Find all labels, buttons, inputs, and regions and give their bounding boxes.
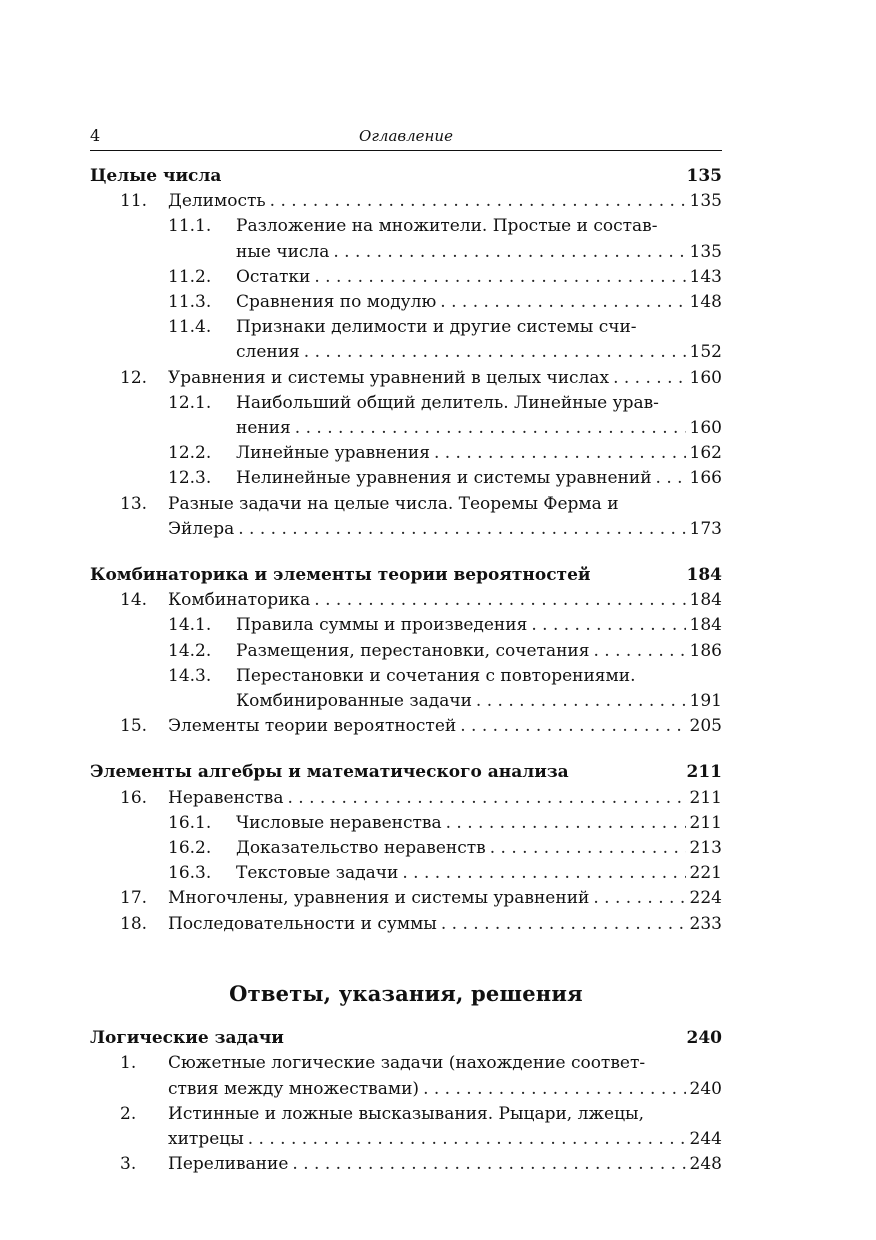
entry-number: 3. (120, 1154, 137, 1175)
entry-title: Элементы теории вероятностей (168, 716, 457, 737)
toc-chapter-entry (90, 189, 722, 214)
toc-subsection-entry (90, 441, 722, 466)
leader-dots (314, 265, 685, 290)
entry-page-number: 173 (689, 518, 722, 539)
entry-title: Последовательности и суммы (168, 913, 437, 934)
toc-subsection-entry (90, 214, 722, 239)
entry-title: Неравенства (168, 787, 284, 808)
toc-subsection-entry (90, 391, 722, 416)
running-header (90, 124, 722, 151)
toc-entry-continuation (90, 1127, 722, 1152)
entry-page-number: 166 (689, 468, 722, 489)
entry-page-number: 160 (689, 418, 722, 439)
toc-subsection-entry (90, 811, 722, 836)
toc-section-heading (90, 563, 722, 588)
toc-entry-continuation (90, 340, 722, 365)
entry-page-number: 248 (689, 1154, 722, 1175)
toc-subsection-entry (90, 664, 722, 689)
entry-number: 11.3. (168, 292, 212, 313)
entry-title: Многочлены, уравнения и системы уравнений (168, 888, 590, 909)
toc-subsection-entry (90, 613, 722, 638)
toc-subsection-entry (90, 639, 722, 664)
leader-dots (314, 588, 685, 613)
toc-chapter-entry (90, 786, 722, 811)
entry-page-number: 211 (689, 787, 722, 808)
leader-dots (490, 836, 686, 861)
leader-dots (423, 1077, 685, 1102)
entry-number: 17. (120, 888, 148, 909)
entry-title: Числовые неравенства (236, 812, 442, 833)
entry-title: Уравнения и системы уравнений в целых числах (168, 367, 610, 388)
leader-dots (460, 714, 685, 739)
entry-title: Разные задачи на целые числа. Теоремы Ферма и (168, 493, 619, 514)
entry-number: 2. (120, 1103, 137, 1124)
toc-subsection-entry (90, 265, 722, 290)
entry-page-number: 240 (689, 1078, 722, 1099)
leader-dots (593, 639, 685, 664)
section-title: Логические задачи (90, 1028, 284, 1049)
leader-dots (613, 366, 685, 391)
entry-page-number: 184 (689, 615, 722, 636)
toc-chapter-entry (90, 492, 722, 517)
entry-title-continuation: хитрецы (168, 1128, 244, 1149)
toc-chapter-entry (90, 1152, 722, 1177)
leader-dots (292, 1152, 685, 1177)
toc-chapter-entry (90, 588, 722, 613)
entry-page-number: 233 (689, 913, 722, 934)
entry-title: Истинные и ложные высказывания. Рыцари, лжецы, (168, 1103, 644, 1124)
entry-title: Текстовые задачи (236, 863, 399, 884)
section-page-number: 135 (686, 166, 722, 186)
entry-page-number: 135 (689, 191, 722, 212)
entry-page-number: 135 (689, 241, 722, 262)
leader-dots (441, 912, 686, 937)
leader-dots (531, 613, 685, 638)
entry-title-continuation: ствия между множествами) (168, 1078, 420, 1099)
leader-dots (402, 861, 685, 886)
entry-title: Нелинейные уравнения и системы уравнений (236, 468, 652, 489)
toc-subsection-entry (90, 315, 722, 340)
leader-dots (288, 786, 686, 811)
entry-title: Сюжетные логические задачи (нахождение соответ- (168, 1053, 646, 1074)
leader-dots (238, 517, 685, 542)
entry-number: 12.1. (168, 392, 212, 413)
entry-title-continuation: нения (236, 418, 291, 439)
toc-section-heading (90, 164, 722, 189)
entry-title: Комбинаторика (168, 590, 311, 611)
toc-entry-continuation (90, 689, 722, 714)
entry-number: 12.3. (168, 468, 212, 489)
entry-title: Остатки (236, 266, 311, 287)
leader-dots (440, 290, 685, 315)
entry-number: 11.1. (168, 216, 212, 237)
entry-page-number: 184 (689, 590, 722, 611)
part-title: Ответы, указания, решения (229, 980, 583, 1006)
section-title: Элементы алгебры и математического анализа (90, 762, 569, 783)
leader-dots (295, 416, 686, 441)
entry-number: 15. (120, 716, 148, 737)
toc-subsection-entry (90, 836, 722, 861)
toc-subsection-entry (90, 466, 722, 491)
toc-subsection-entry (90, 861, 722, 886)
entry-page-number: 205 (689, 716, 722, 737)
table-of-contents (90, 164, 722, 1177)
leader-dots (446, 811, 686, 836)
entry-number: 16. (120, 787, 148, 808)
entry-title: Переливание (168, 1154, 289, 1175)
page-number: 4 (90, 126, 101, 145)
entry-page-number: 152 (689, 342, 722, 363)
toc-entry-continuation (90, 1077, 722, 1102)
leader-dots (248, 1127, 686, 1152)
leader-dots (333, 240, 685, 265)
leader-dots (304, 340, 686, 365)
entry-number: 1. (120, 1053, 137, 1074)
leader-dots (656, 466, 686, 491)
entry-number: 11. (120, 191, 148, 212)
leader-dots (476, 689, 686, 714)
entry-number: 11.2. (168, 266, 212, 287)
entry-title: Размещения, перестановки, сочетания (236, 640, 590, 661)
toc-chapter-entry (90, 886, 722, 911)
entry-title: Правила суммы и произведения (236, 615, 528, 636)
entry-number: 12. (120, 367, 148, 388)
leader-dots (270, 189, 686, 214)
entry-title: Наибольший общий делитель. Линейные урав- (236, 392, 659, 413)
toc-chapter-entry (90, 912, 722, 937)
entry-page-number: 224 (689, 888, 722, 909)
entry-number: 14.1. (168, 615, 212, 636)
toc-chapter-entry (90, 1051, 722, 1076)
entry-title: Линейные уравнения (236, 443, 430, 464)
entry-title: Доказательство неравенств (236, 838, 486, 859)
entry-page-number: 186 (689, 640, 722, 661)
section-spacer (90, 542, 722, 563)
entry-number: 11.4. (168, 317, 212, 338)
toc-chapter-entry (90, 714, 722, 739)
entry-number: 14. (120, 590, 148, 611)
entry-number: 14.3. (168, 665, 212, 686)
entry-title: Перестановки и сочетания с повторениями. (236, 665, 636, 686)
entry-page-number: 211 (689, 812, 722, 833)
leader-dots (434, 441, 686, 466)
entry-title-continuation: Комбинированные задачи (236, 691, 472, 712)
entry-page-number: 148 (689, 292, 722, 313)
leader-dots (593, 886, 685, 911)
entry-number: 14.2. (168, 640, 212, 661)
entry-page-number: 143 (689, 266, 722, 287)
entry-number: 16.2. (168, 838, 212, 859)
entry-number: 16.1. (168, 812, 212, 833)
section-page-number: 211 (686, 762, 722, 783)
entry-number: 13. (120, 493, 148, 514)
entry-title-continuation: Эйлера (168, 518, 235, 539)
entry-number: 16.3. (168, 863, 212, 884)
section-page-number: 184 (686, 565, 722, 586)
toc-chapter-entry (90, 366, 722, 391)
toc-section-heading (90, 1026, 722, 1051)
entry-title: Разложение на множители. Простые и состав- (236, 216, 658, 237)
entry-number: 18. (120, 913, 148, 934)
entry-page-number: 191 (689, 691, 722, 712)
entry-title-continuation: ные числа (236, 241, 330, 262)
entry-page-number: 221 (689, 863, 722, 884)
section-page-number: 240 (686, 1028, 722, 1049)
entry-title: Признаки делимости и другие системы счи- (236, 317, 637, 338)
entry-title: Делимость (168, 191, 266, 212)
toc-entry-continuation (90, 240, 722, 265)
entry-page-number: 162 (689, 443, 722, 464)
toc-section-heading (90, 760, 722, 785)
toc-entry-continuation (90, 517, 722, 542)
running-title: Оглавление (359, 127, 453, 145)
toc-chapter-entry (90, 1102, 722, 1127)
entry-page-number: 160 (689, 367, 722, 388)
entry-number: 12.2. (168, 443, 212, 464)
toc-entry-continuation (90, 416, 722, 441)
entry-title: Сравнения по модулю (236, 292, 437, 313)
section-spacer (90, 739, 722, 760)
toc-subsection-entry (90, 290, 722, 315)
entry-page-number: 213 (689, 838, 722, 859)
entry-title-continuation: сления (236, 342, 300, 363)
entry-page-number: 244 (689, 1128, 722, 1149)
section-title: Целые числа (90, 166, 222, 186)
section-title: Комбинаторика и элементы теории вероятностей (90, 565, 591, 586)
